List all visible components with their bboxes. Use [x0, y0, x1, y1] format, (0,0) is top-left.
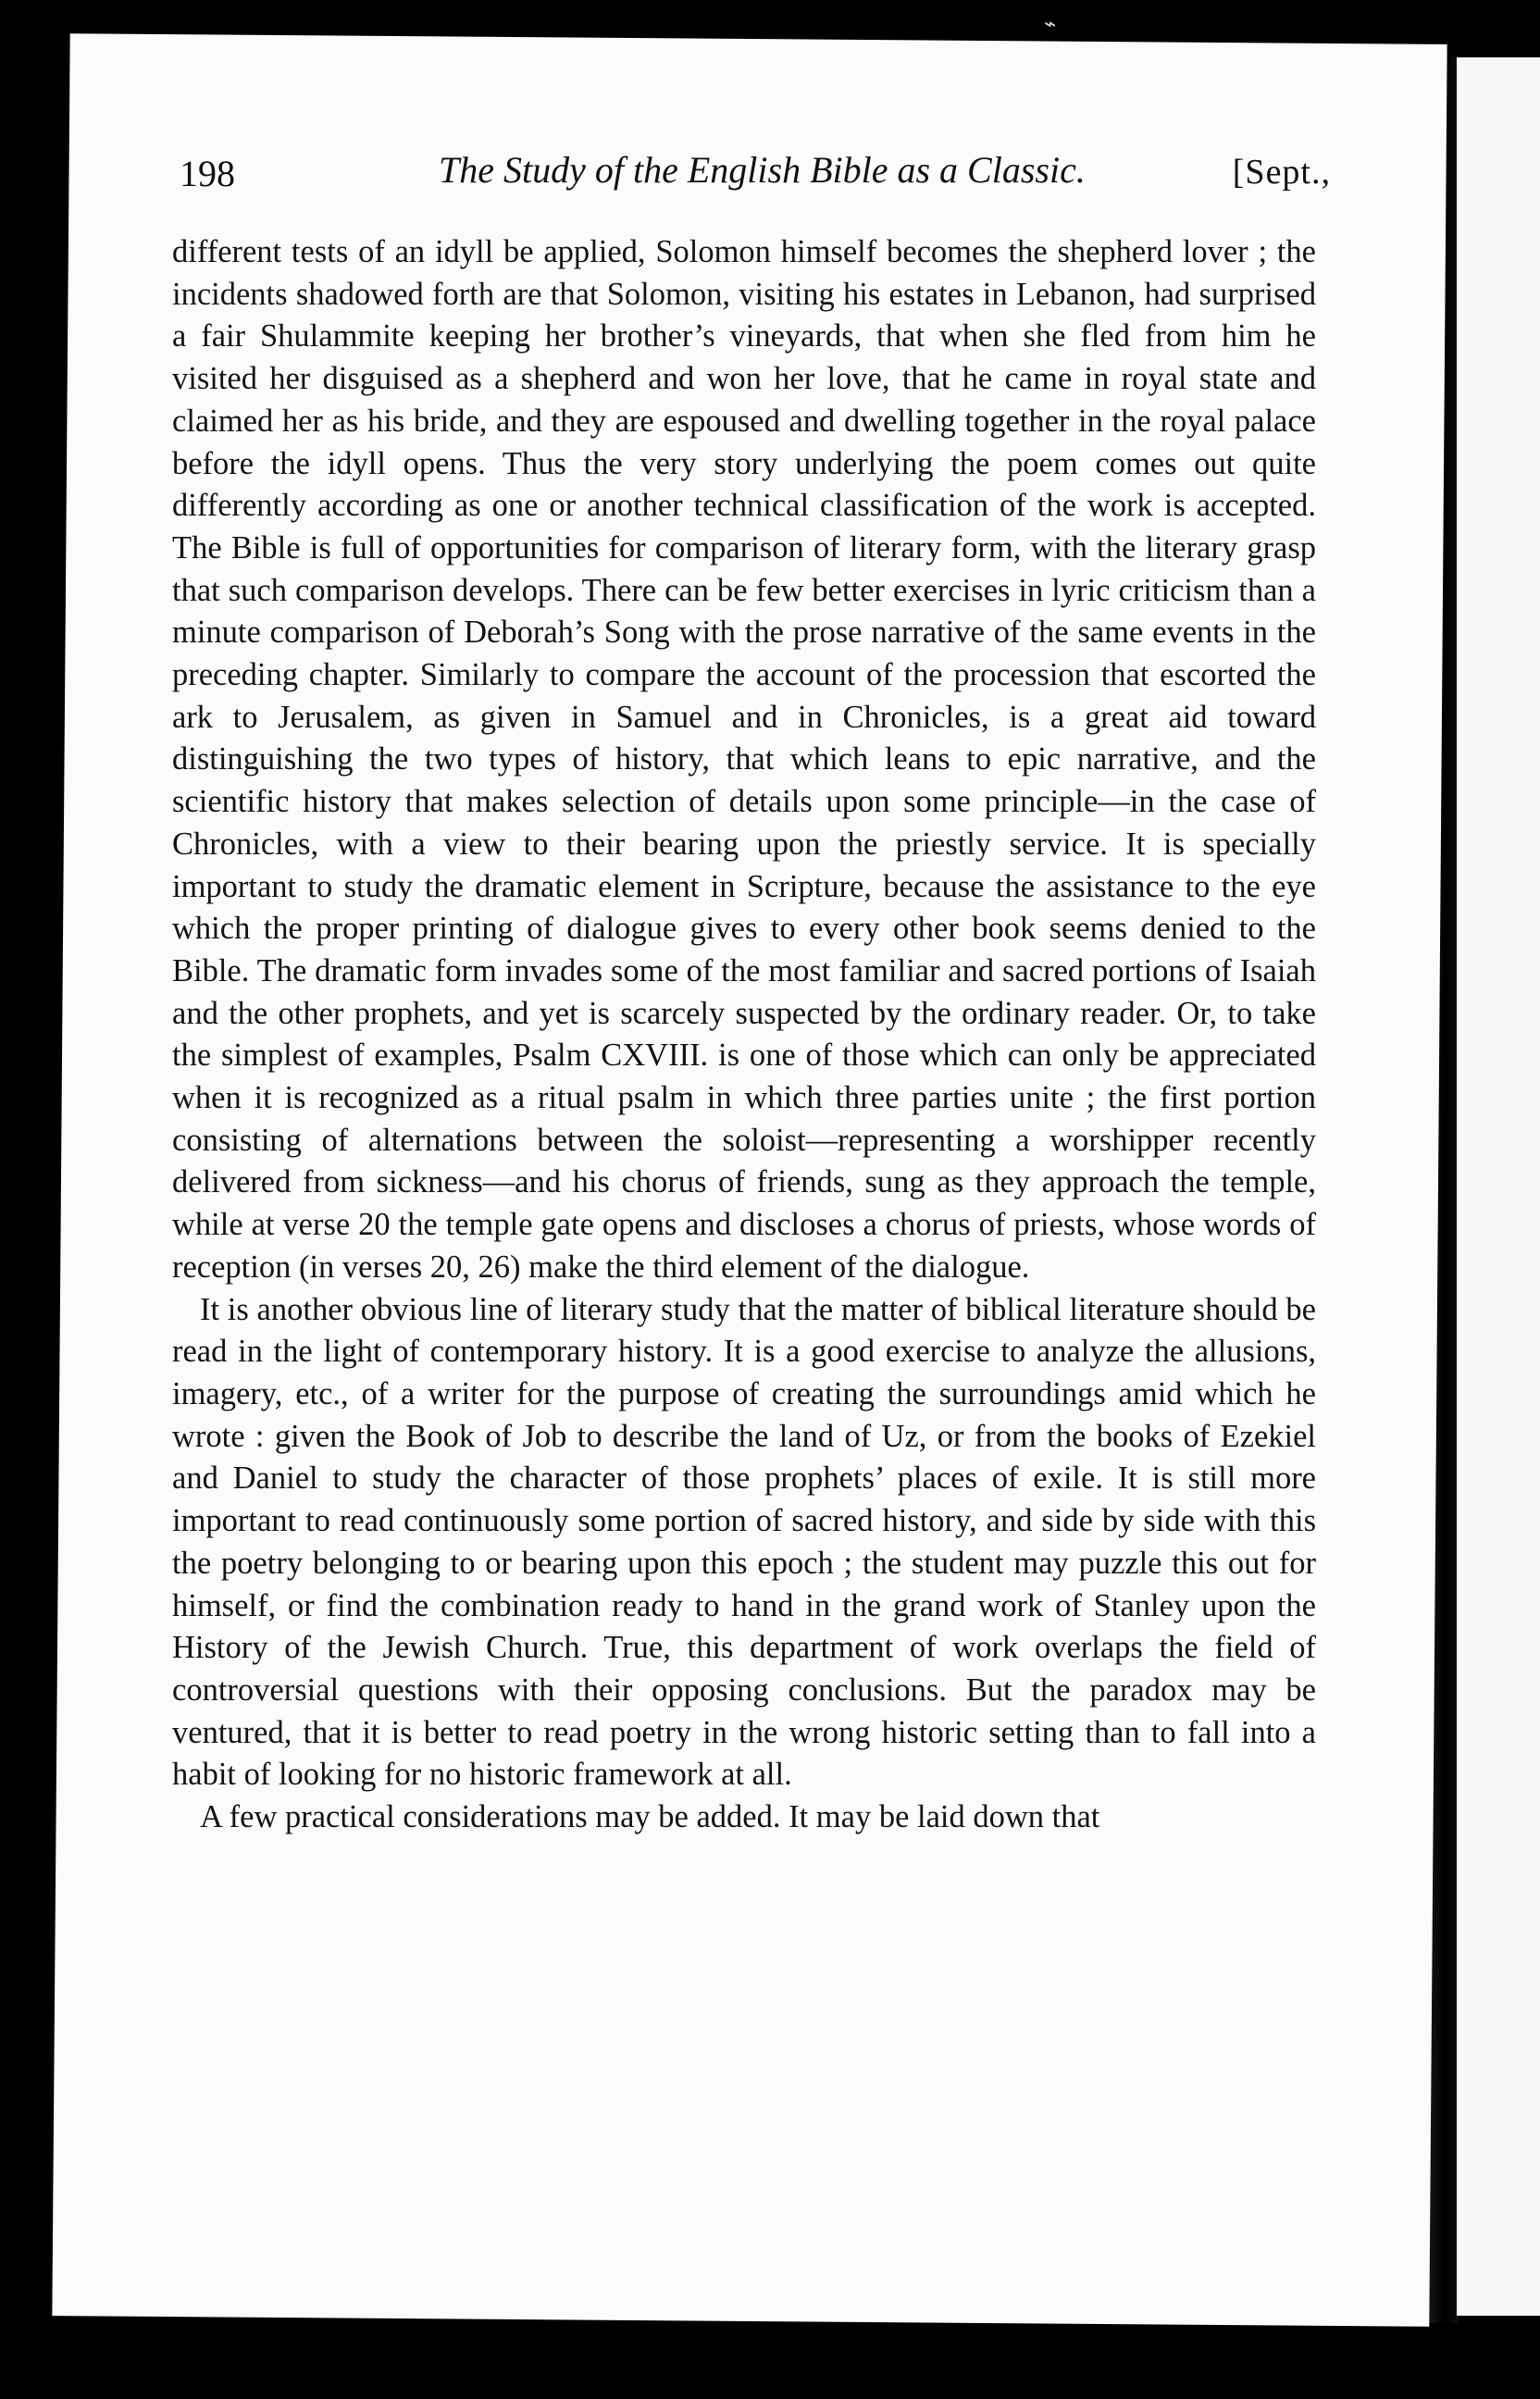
paragraph: different tests of an idyll be applied, Solomon himself becomes the shepherd lover ; the incidents shadowed forth are that Solomon, visiting his estates in Lebanon, had surprised a fair Shulammite keeping her brother’s vineyards, that when she fled from him he visited her disguised as a shepherd and won her love, that he came in royal state and claimed her as his bride, and they are espoused and dwelling together in the royal palace before the idyll opens. Thus the very story underlying the poem comes out quite differently according as one or another technical classification of the work is accepted. The Bible is full of opportunities for comparison of literary form, with the literary grasp that such comparison develops. There can be few better exercises in lyric criticism than a minute comparison of Deborah’s Song with the prose narrative of the same events in the preceding chapter. Similarly to compare the account of the procession that escorted the ark to Jerusalem, as given in Samuel and in Chronicles, is a great aid toward distinguishing the two types of history, that which leans to epic narrative, and the scientific history that makes selection of details upon some principle—in the case of Chronicles, with a view to their bearing upon the priestly service. It is specially important to study the dramatic element in Scripture, because the assistance to the eye which the proper printing of dialogue gives to every other book seems denied to the Bible. The dramatic form invades some of the most familiar and sacred portions of Isaiah and the other prophets, and yet is scarcely suspected by the ordinary reader. Or, to take the simplest of examples, Psalm CXVIII. is one of those which can only be appreciated when it is recognized as a ritual psalm in which three parties unite ; the first portion consisting of alternations between the soloist—representing a worshipper recently delivered from sickness—and his chorus of friends, sung as they approach the temple, while at verse 20 the temple gate opens and discloses a chorus of priests, whose words of reception (in verses 20, 26) make the third element of the dialogue. — [172, 234, 1316, 1285]
paragraph: It is another obvious line of literary study that the matter of biblical literature should be read in the light of contemporary history. It is a good exercise to analyze the allusions, imagery, etc., of a writer for the purpose of creating the surroundings amid which he wrote : given the Book of Job to describe the land of Uz, or from the books of Ezekiel and Daniel to study the character of those prophets’ places of exile. It is still more important to read continuously some portion of sacred history, and side by side with this the poetry belonging to or bearing upon this epoch ; the student may puzzle this out for himself, or find the combination ready to hand in the grand work of Stanley upon the History of the Jewish Church. True, this department of work overlaps the field of controversial questions with their opposing conclusions. But the paradox may be ventured, that it is better to read poetry in the wrong historic setting than to fall into a habit of looking for no historic framework at all. — [172, 1291, 1316, 1793]
running-section: [Sept., — [1232, 153, 1331, 192]
facing-page-edge — [1457, 57, 1540, 2316]
running-title: The Study of the English Bible as a Classic. — [439, 149, 1086, 191]
running-head — [180, 148, 1331, 213]
scan-artifact: ⌁ — [1044, 13, 1057, 36]
paragraph: A few practical considerations may be added. It may be laid down that — [200, 1799, 1100, 1835]
body-text — [172, 231, 1316, 1839]
page-number: 198 — [180, 153, 235, 194]
